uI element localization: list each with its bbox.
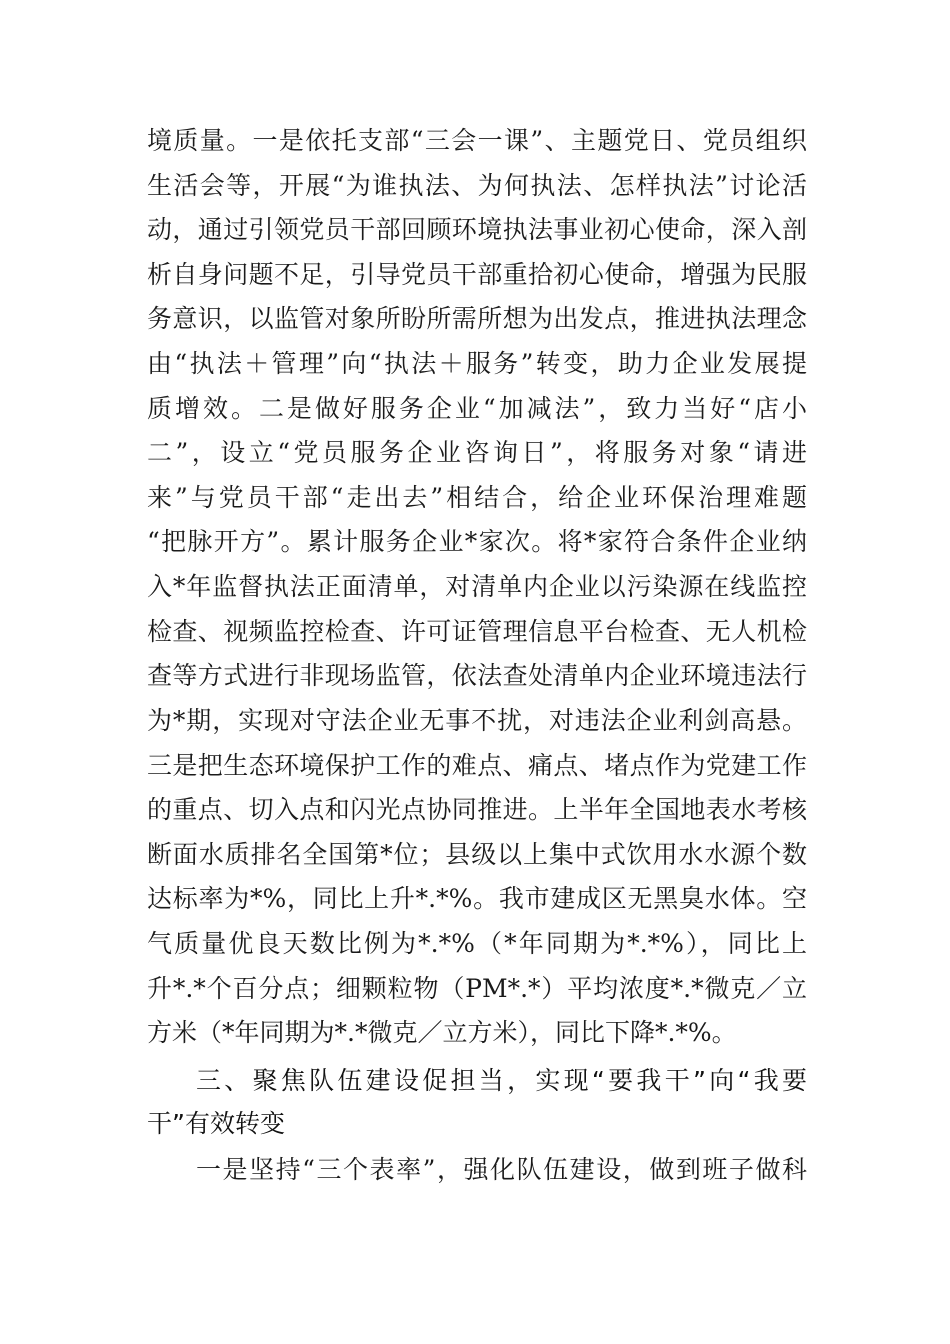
paragraph-line: 质增效。二是做好服务企业“加减法”，致力当好“店小 [147,394,807,423]
paragraph-line: 生活会等，开展“为谁执法、为何执法、怎样执法”讨论活 [147,171,807,200]
section-heading-line: 三、聚焦队伍建设促担当，实现“要我干”向“我要 [196,1066,807,1095]
paragraph-line: 析自身问题不足，引导党员干部重拾初心使命，增强为民服 [147,260,807,289]
paragraph-line: 为*期，实现对守法企业无事不扰，对违法企业利剑高悬。 [147,706,807,735]
section-heading-line: 干”有效转变 [147,1109,285,1138]
paragraph-line: 动，通过引领党员干部回顾环境执法事业初心使命，深入剖 [147,215,807,244]
paragraph-line: 三是把生态环境保护工作的难点、痛点、堵点作为党建工作 [147,751,807,780]
paragraph-line: 查等方式进行非现场监管，依法查处清单内企业环境违法行 [147,661,807,690]
paragraph-line: 来”与党员干部“走出去”相结合，给企业环保治理难题 [147,483,807,512]
paragraph-line: 的重点、切入点和闪光点协同推进。上半年全国地表水考核 [147,795,807,824]
paragraph-line: 由“执法＋管理”向“执法＋服务”转变，助力企业发展提 [147,349,807,378]
paragraph-line: 方米（*年同期为*.*微克／立方米），同比下降*.*%。 [147,1018,737,1047]
paragraph-line: 达标率为*%，同比上升*.*%。我市建成区无黑臭水体。空 [147,884,807,913]
paragraph-line: 务意识，以监管对象所盼所需所想为出发点，推进执法理念 [147,304,807,333]
paragraph-line: 气质量优良天数比例为*.*%（*年同期为*.*%），同比上 [147,929,807,958]
paragraph-line: 二”，设立“党员服务企业咨询日”，将服务对象“请进 [147,438,807,467]
paragraph-line: 境质量。一是依托支部“三会一课”、主题党日、党员组织 [147,126,807,155]
paragraph-line: 入*年监督执法正面清单，对清单内企业以污染源在线监控 [147,572,807,601]
paragraph-line: “把脉开方”。累计服务企业*家次。将*家符合条件企业纳 [147,527,807,556]
paragraph-line: 升*.*个百分点；细颗粒物（PM*.*）平均浓度*.*微克／立 [147,974,807,1003]
paragraph-line: 断面水质排名全国第*位；县级以上集中式饮用水水源个数 [147,840,807,869]
paragraph-line: 一是坚持“三个表率”，强化队伍建设，做到班子做科 [196,1155,807,1184]
paragraph-line: 检查、视频监控检查、许可证管理信息平台检查、无人机检 [147,617,807,646]
